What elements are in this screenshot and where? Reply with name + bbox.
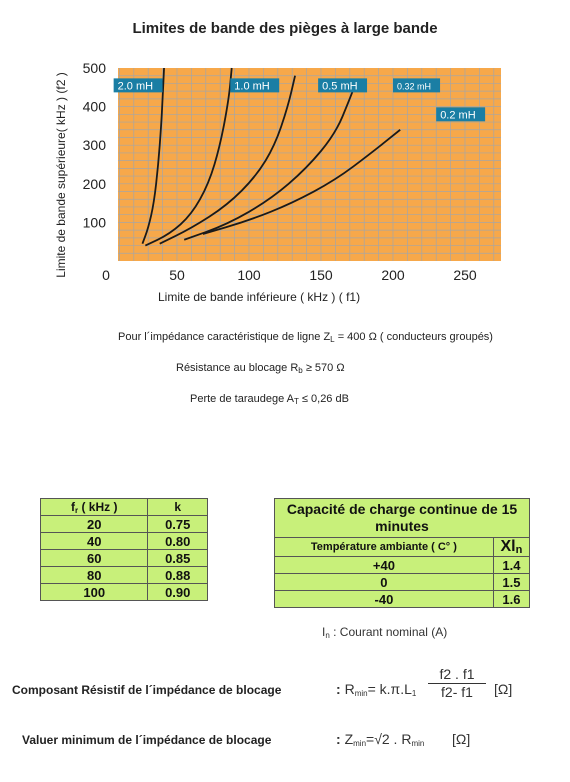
temp-cell: 0 [275,574,494,591]
tap-loss-text: Perte de taraudege A [190,393,294,405]
series-label: 0.2 mH [440,109,476,122]
k-header: k [148,499,208,516]
table-row [275,574,530,591]
k-cell: 0.75 [148,516,208,533]
resistance-value: ≥ 570 Ω [305,362,345,374]
y-axis-label: Limite de bande supérieure( kHz ) (f2 ) [54,72,68,278]
impedance-sub: L [330,335,335,344]
resistance-text: Résistance au blocage R [176,362,299,374]
y-tick-label: 100 [82,214,106,231]
fraction-numerator: f2 . f1 [428,666,486,684]
resistive-rhs: = k.π.L [367,681,412,697]
minimum-formula-label: Valuer minimum de l´impédance de blocage [22,733,272,747]
fraction-denominator: f2- f1 [441,684,473,700]
xl-header: Xln [493,538,529,557]
k-cell: 0.85 [148,550,208,567]
k-factor-table [40,498,208,601]
table-row [41,516,208,533]
resistive-lhs: R [344,681,355,697]
resistive-fraction [428,666,486,700]
xl-cell: 1.6 [493,591,529,608]
capacity-header-row [275,538,530,557]
impedance-text: Pour l´impédance caractéristique de ligne Z [118,331,331,343]
x-tick-label: 200 [381,267,405,283]
k-table-header [41,499,208,516]
x-axis-label: Limite de bande inférieure ( kHz ) ( f1) [158,290,361,304]
fr-cell: 60 [41,550,148,567]
minimum-unit: [Ω] [452,731,471,747]
series-label: 0.5 mH [322,80,358,93]
tap-loss-sub: T [293,397,299,406]
capacity-table [274,498,530,608]
resistive-unit: [Ω] [494,681,513,697]
y-tick-label: 200 [82,175,106,192]
minimum-formula: : Zmin=√2 . Rmin [336,731,425,748]
capacity-title: Capacité de charge continue de 15 minutes [275,499,530,538]
series-label: 1.0 mH [234,80,270,93]
temp-header: Température ambiante ( C° ) [275,538,494,557]
k-cell: 0.80 [148,533,208,550]
table-row [41,567,208,584]
y-tick-label: 500 [82,60,106,76]
resistance-sub: b [298,366,303,375]
xl-cell: 1.4 [493,557,529,574]
table-row [41,533,208,550]
minimum-rhs: =√2 . R [366,731,412,747]
resistive-formula-label: Composant Résistif de l´impédance de blocage [12,683,282,697]
resistance-spec [176,362,345,375]
fr-cell: 100 [41,584,148,601]
table-row [41,584,208,601]
tap-loss-value: ≤ 0,26 dB [301,393,349,405]
current-note: In : Courant nominal (A) [322,625,448,640]
y-tick-label: 300 [82,137,106,154]
k-cell: 0.88 [148,567,208,584]
y-tick-label: 400 [82,98,106,115]
tap-loss-spec [190,393,349,406]
fr-header: fr ( kHz ) [41,499,148,516]
resistive-formula: : Rmin= k.π.L1 [336,681,417,698]
table-row [275,591,530,608]
chart-title: Limites de bande des pièges à large bande [132,20,438,37]
x-tick-label: 0 [102,267,110,283]
minimum-lhs: Z [344,731,354,747]
fr-cell: 80 [41,567,148,584]
xl-cell: 1.5 [493,574,529,591]
x-tick-label: 150 [309,267,333,283]
temp-cell: -40 [275,591,494,608]
table-row [275,557,530,574]
fr-cell: 20 [41,516,148,533]
table-row [41,550,208,567]
k-cell: 0.90 [148,584,208,601]
capacity-title-row [275,499,530,538]
impedance-spec [118,331,493,344]
fr-cell: 40 [41,533,148,550]
x-tick-label: 250 [453,267,477,283]
impedance-value: = 400 Ω ( conducteurs groupés) [337,331,493,343]
temp-cell: +40 [275,557,494,574]
x-tick-label: 50 [169,267,185,283]
series-label: 0.32 mH [397,81,432,92]
series-label: 2.0 mH [117,80,154,93]
x-tick-label: 100 [237,267,261,283]
chart-plot [0,0,570,320]
